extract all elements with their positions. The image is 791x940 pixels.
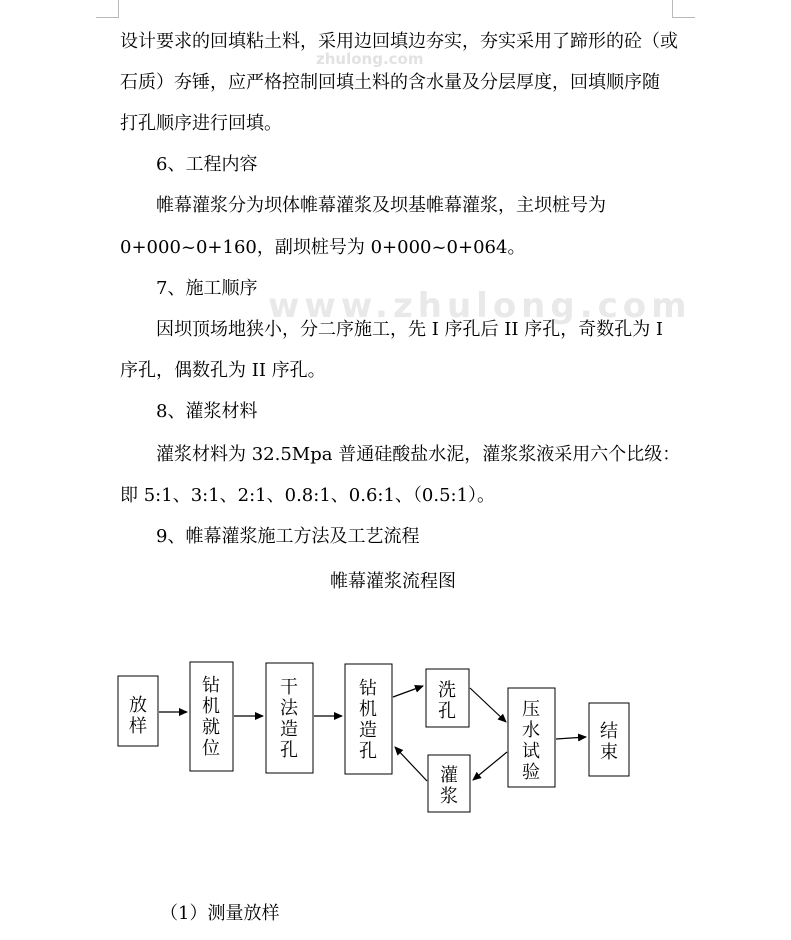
paragraph-line: 打孔顺序进行回填。 — [120, 113, 282, 134]
paragraph-line: 0+000~0+160，副坝桩号为 0+000~0+064。 — [120, 237, 526, 258]
arrow-guanjiang-to-zuanji-zao — [395, 747, 427, 781]
node-label-guanjiang: 灌浆 — [440, 765, 458, 807]
arrow-yashui-to-guanjiang — [473, 752, 507, 780]
watermark-middle: www.zhulong.com — [268, 286, 692, 326]
node-label-zuanji-zao: 钻机造孔 — [359, 678, 377, 762]
node-label-yashui: 压水试验 — [522, 699, 540, 783]
paragraph-line: 帷幕灌浆分为坝体帷幕灌浆及坝基帷幕灌浆，主坝桩号为 — [156, 195, 606, 216]
watermark-top: zhulong.com — [316, 50, 424, 68]
node-label-ganfa: 干法造孔 — [280, 677, 298, 761]
paragraph-line: 因坝顶场地狭小，分二序施工，先 I 序孔后 II 序孔，奇数孔为 I — [156, 319, 664, 340]
node-label-jieshu: 结束 — [600, 721, 618, 763]
paragraph-line: 设计要求的回填粘土料，采用边回填边夯实，夯实采用了蹄形的砼（或 — [120, 31, 678, 52]
section-heading-8: 8、灌浆材料 — [156, 401, 258, 422]
paragraph-line: 即 5:1、3:1、2:1、0.8:1、0.6:1、（0.5:1）。 — [120, 485, 496, 506]
paragraph-line: 序孔，偶数孔为 II 序孔。 — [120, 360, 326, 381]
paragraph-line: 灌浆材料为 32.5Mpa 普通硅酸盐水泥，灌浆浆液采用六个比级： — [156, 444, 681, 465]
arrow-xikong-to-yashui — [470, 688, 506, 722]
subheading-survey: （1）测量放样 — [160, 903, 280, 924]
node-label-xikong: 洗孔 — [438, 680, 456, 722]
arrow-yashui-to-jieshu — [556, 737, 586, 739]
arrow-zuanji-zao-to-xikong — [393, 686, 423, 697]
section-heading-7: 7、施工顺序 — [156, 278, 258, 299]
node-label-zuanji: 钻机就位 — [202, 675, 220, 759]
node-label-fangyang: 放样 — [129, 695, 147, 737]
section-heading-9: 9、帷幕灌浆施工方法及工艺流程 — [156, 526, 420, 547]
flowchart-title: 帷幕灌浆流程图 — [330, 571, 456, 592]
paragraph-line: 石质）夯锤，应严格控制回填土料的含水量及分层厚度，回填顺序随 — [120, 72, 660, 93]
section-heading-6: 6、工程内容 — [156, 154, 258, 175]
